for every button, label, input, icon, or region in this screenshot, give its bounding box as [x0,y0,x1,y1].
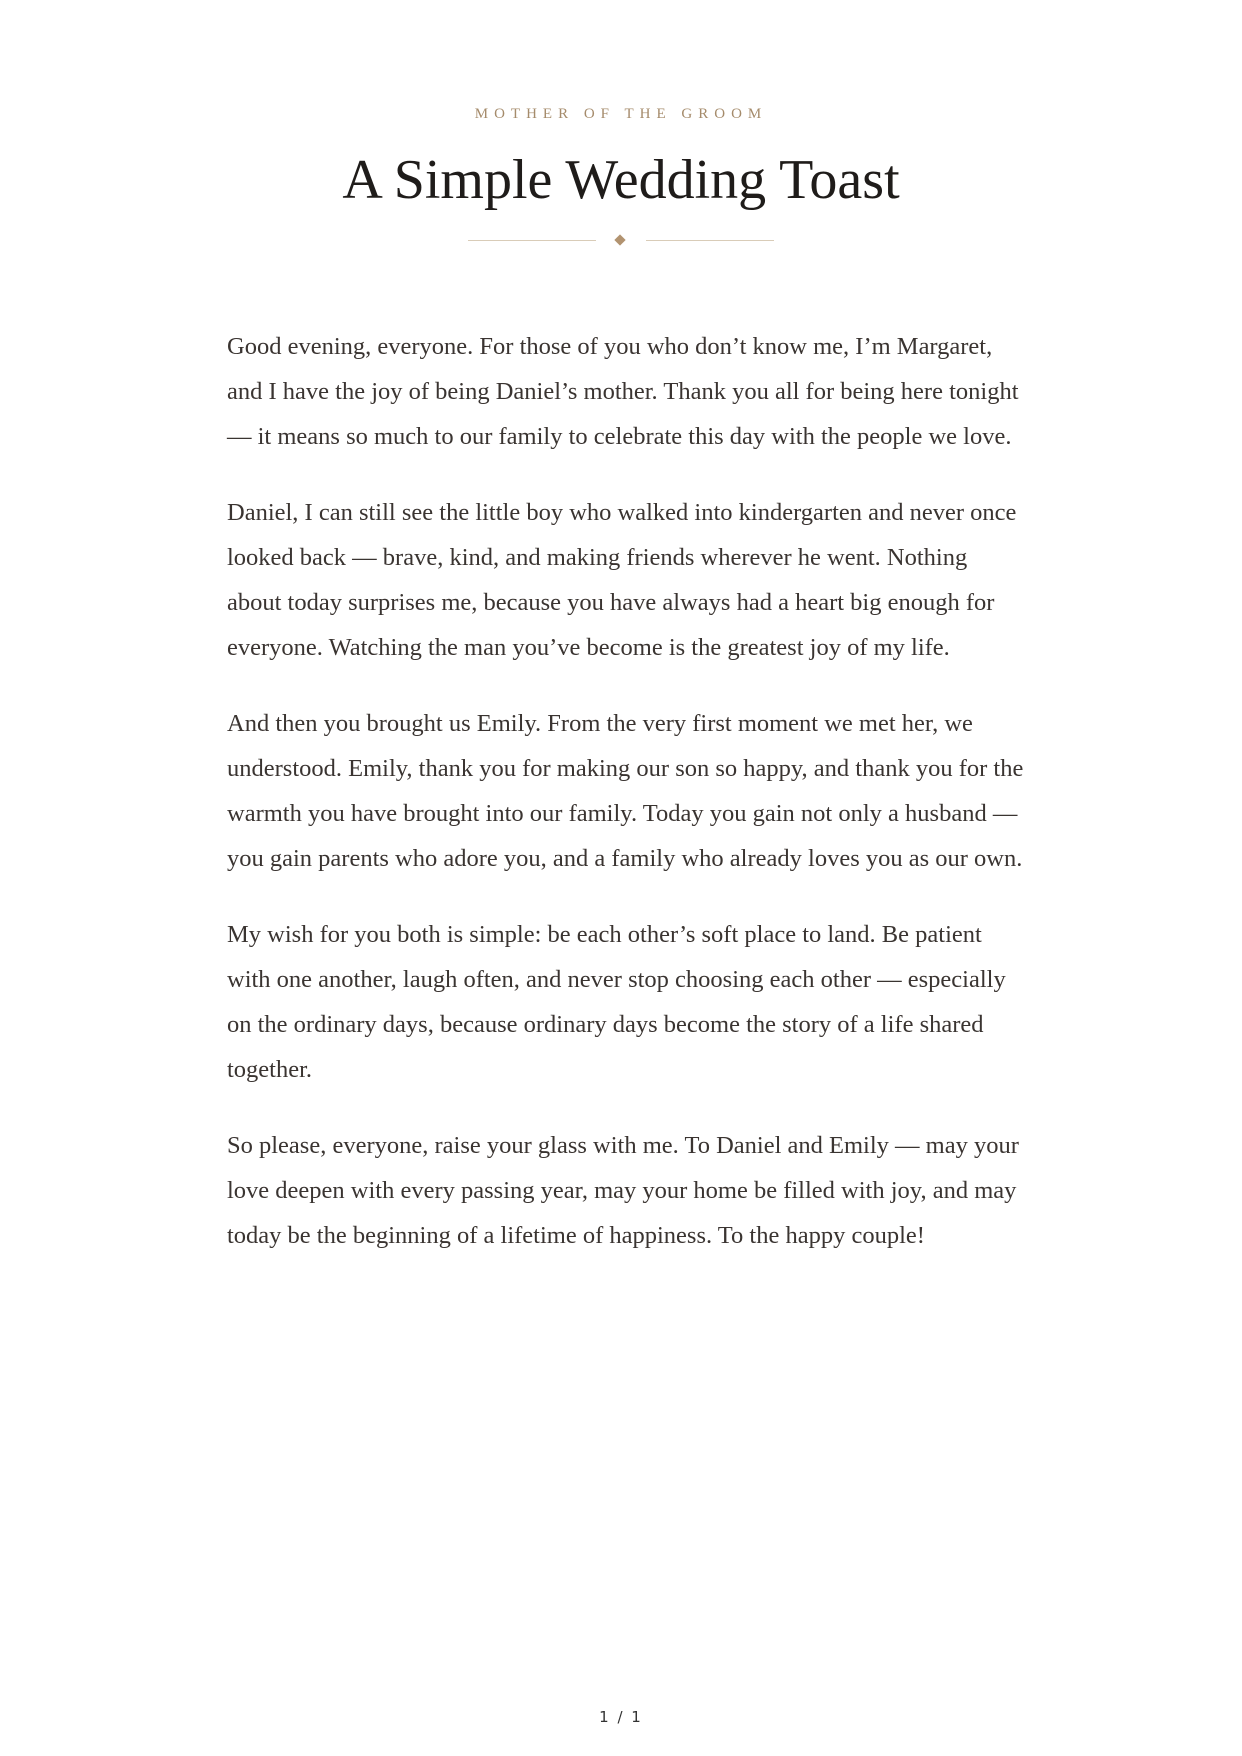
toast-body [227,324,1027,1289]
paragraph: My wish for you both is simple: be each other’s soft place to land. Be patient with one another, laugh often, and never stop choosing each other — especially on the ordinary days, because ordinary days become the story of a life shared together. [227,921,1006,1083]
eyebrow-label: MOTHER OF THE GROOM [474,106,768,122]
diamond-icon [614,234,625,245]
page-title: A Simple Wedding Toast [342,149,900,211]
paragraph: Good evening, everyone. For those of you who don’t know me, I’m Margaret, and I have the joy of being Daniel’s mother. Thank you all for being here tonight — it means so much to our family to celebrate this day with the people we love. [227,333,1019,450]
page-indicator: 1 / 1 [599,1708,643,1726]
paragraph: And then you brought us Emily. From the very first moment we met her, we understood. Emily, thank you for making our son so happy, and thank you for the warmth you have brought into our family. Today you gain not only a husband — you gain parents who adore you, and a family who already loves you as our own. [227,710,1024,872]
paragraph: Daniel, I can still see the little boy who walked into kindergarten and never once looked back — brave, kind, and making friends wherever he went. Nothing about today surprises me, because you have always had a heart big enough for everyone. Watching the man you’ve become is the greatest joy of my life. [227,499,1017,661]
paragraph: So please, everyone, raise your glass with me. To Daniel and Emily — may your love deepen with every passing year, may your home be filled with joy, and may today be the beginning of a lifetime of happiness. To the happy couple! [227,1132,1019,1249]
divider-line-left [468,240,596,241]
divider-line-right [646,240,774,241]
title-divider [468,232,774,250]
